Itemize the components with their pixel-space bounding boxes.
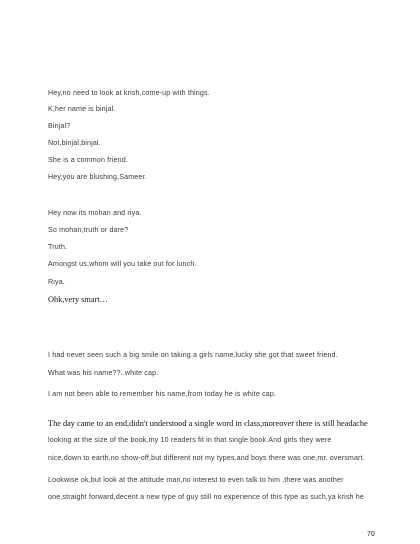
text-line: I had never seen such a big smile on taking a girls name,lucky she got that sweet friend. bbox=[48, 351, 338, 359]
text-line: Truth. bbox=[48, 243, 68, 251]
text-line: Lookwise ok,but look at the attitude man,no interest to even talk to him ,there was another bbox=[48, 476, 344, 484]
text-line: looking at the size of the book,my 10 readers fit in that single book.And girls they were bbox=[48, 436, 332, 444]
text-line: She is a common friend. bbox=[48, 156, 128, 164]
text-line: Riya. bbox=[48, 278, 65, 286]
text-line: I am not been able to remember his name,from today he is white cap. bbox=[48, 390, 277, 398]
text-line: one,straight forward,decent a new type of guy still no experience of this type as such,ya krish he bbox=[48, 493, 364, 501]
text-line-serif: Ohk,very smart… bbox=[48, 295, 108, 304]
text-line: Amongst us,whom will you take out for lunch. bbox=[48, 260, 197, 268]
text-line: Binjal? bbox=[48, 122, 71, 130]
text-line: K,her name is binjal. bbox=[48, 105, 116, 113]
text-line-serif: The day came to an end,didn't understood a single word in class,moreover there is still headache bbox=[48, 419, 368, 428]
text-line: Hey now its mohan and riya. bbox=[48, 209, 142, 217]
page-number: 70 bbox=[367, 531, 375, 538]
text-line: What was his name??..white cap. bbox=[48, 369, 159, 377]
text-line: nice,down to earth,no show-off,but different not my types,and boys there was one,mr. oversmart. bbox=[48, 454, 365, 462]
text-line: Hey,you are blushing,Sameer. bbox=[48, 173, 147, 181]
text-line: Hey,no need to look at krish,come-up with things. bbox=[48, 89, 210, 97]
text-line: So mohan,truth or dare? bbox=[48, 226, 129, 234]
text-line: Not,binjal,binjal. bbox=[48, 139, 101, 147]
